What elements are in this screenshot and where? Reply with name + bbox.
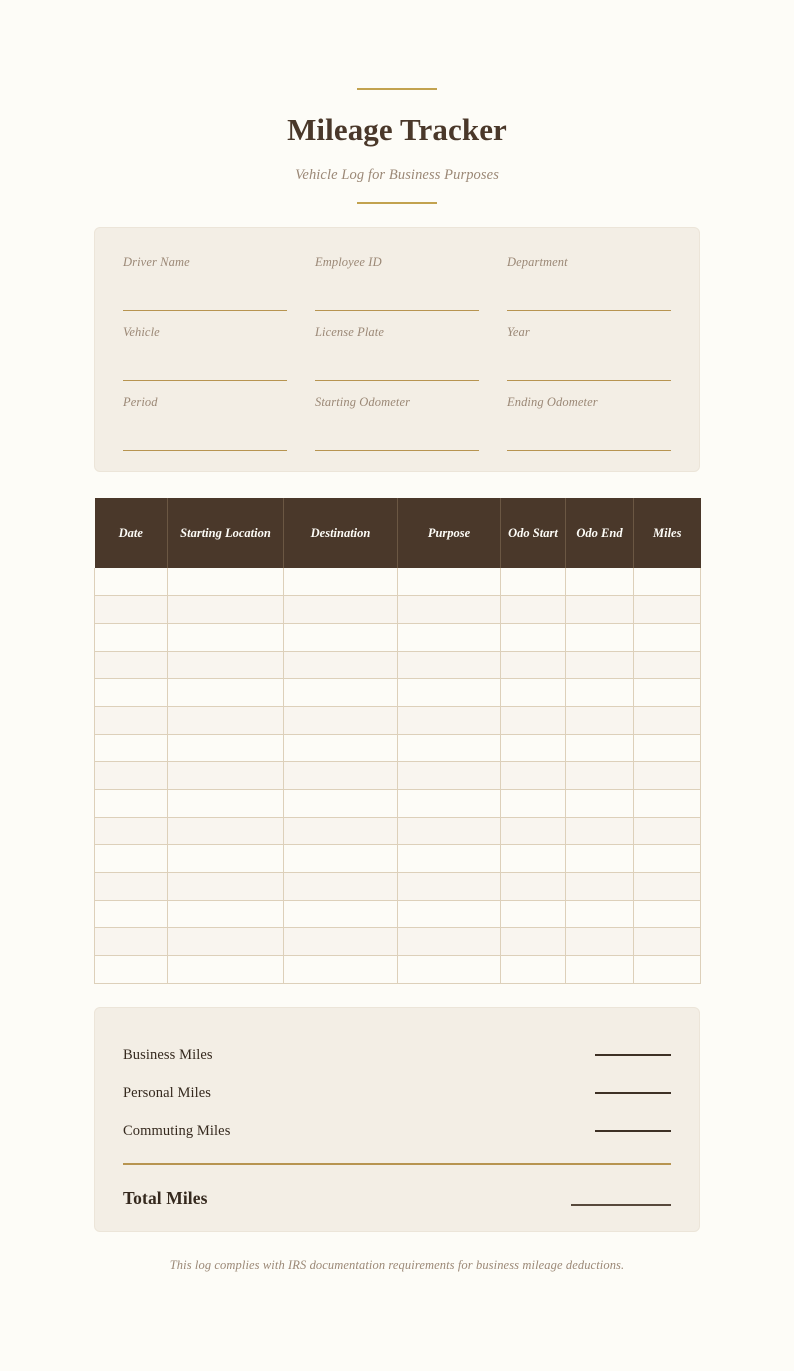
table-cell[interactable] (284, 596, 398, 624)
table-cell[interactable] (566, 817, 634, 845)
summary-divider (123, 1163, 671, 1165)
table-cell[interactable] (501, 817, 566, 845)
table-cell[interactable] (398, 956, 501, 984)
table-cell[interactable] (501, 706, 566, 734)
table-row[interactable] (95, 873, 701, 901)
table-cell[interactable] (284, 956, 398, 984)
summary-label: Business Miles (123, 1046, 213, 1063)
table-cell[interactable] (566, 845, 634, 873)
field-label: Department (507, 255, 568, 269)
table-cell[interactable] (284, 734, 398, 762)
field-department[interactable] (507, 255, 671, 325)
mileage-log-table (94, 498, 701, 984)
table-cell[interactable] (398, 790, 501, 818)
table-cell[interactable] (168, 873, 284, 901)
table-cell[interactable] (566, 568, 634, 596)
field-underline (123, 310, 287, 311)
table-cell[interactable] (168, 956, 284, 984)
table-cell[interactable] (168, 790, 284, 818)
table-cell[interactable] (168, 651, 284, 679)
field-underline (507, 310, 671, 311)
table-cell[interactable] (501, 568, 566, 596)
title-rule-top (357, 88, 437, 90)
table-cell[interactable] (95, 596, 168, 624)
table-cell[interactable] (566, 873, 634, 901)
table-cell[interactable] (634, 845, 701, 873)
compliance-note: This log complies with IRS documentation requirements for business mileage deductions. (169, 1258, 625, 1272)
table-row[interactable] (95, 651, 701, 679)
field-underline (507, 380, 671, 381)
table-row[interactable] (95, 845, 701, 873)
summary-row-total-miles[interactable] (123, 1178, 671, 1218)
table-cell[interactable] (398, 928, 501, 956)
table-row[interactable] (95, 956, 701, 984)
table-cell[interactable] (284, 928, 398, 956)
field-label: Employee ID (315, 255, 382, 269)
summary-label: Personal Miles (123, 1084, 211, 1101)
table-cell[interactable] (95, 568, 168, 596)
summary-row-commuting-miles[interactable] (123, 1112, 671, 1150)
table-row[interactable] (95, 817, 701, 845)
column-header-odo-end: Odo End (566, 498, 634, 568)
table-cell[interactable] (95, 900, 168, 928)
table-cell[interactable] (566, 734, 634, 762)
summary-value-line[interactable] (595, 1054, 671, 1056)
total-miles-label: Total Miles (123, 1187, 208, 1208)
page-subtitle: Vehicle Log for Business Purposes (295, 166, 499, 183)
table-row[interactable] (95, 734, 701, 762)
table-cell[interactable] (501, 790, 566, 818)
summary-value-line[interactable] (595, 1092, 671, 1094)
table-cell[interactable] (566, 928, 634, 956)
table-row[interactable] (95, 790, 701, 818)
table-cell[interactable] (501, 928, 566, 956)
table-cell[interactable] (634, 928, 701, 956)
table-cell[interactable] (284, 651, 398, 679)
table-cell[interactable] (398, 679, 501, 707)
table-cell[interactable] (284, 623, 398, 651)
table-cell[interactable] (95, 873, 168, 901)
field-label: Driver Name (123, 255, 190, 269)
table-cell[interactable] (634, 817, 701, 845)
table-cell[interactable] (95, 928, 168, 956)
table-cell[interactable] (634, 679, 701, 707)
table-cell[interactable] (566, 623, 634, 651)
table-cell[interactable] (634, 790, 701, 818)
table-cell[interactable] (284, 817, 398, 845)
table-cell[interactable] (501, 651, 566, 679)
field-starting-odometer[interactable] (315, 395, 479, 465)
table-cell[interactable] (95, 623, 168, 651)
log-table-header (95, 498, 701, 568)
table-cell[interactable] (566, 679, 634, 707)
table-cell[interactable] (168, 734, 284, 762)
field-underline (315, 380, 479, 381)
title-rule-bottom (357, 202, 437, 204)
table-cell[interactable] (501, 900, 566, 928)
table-row[interactable] (95, 928, 701, 956)
table-cell[interactable] (95, 790, 168, 818)
field-driver-name[interactable] (123, 255, 287, 325)
table-cell[interactable] (566, 706, 634, 734)
table-cell[interactable] (284, 706, 398, 734)
table-cell[interactable] (168, 706, 284, 734)
column-header-odo-start: Odo Start (501, 498, 566, 568)
table-cell[interactable] (634, 900, 701, 928)
table-cell[interactable] (634, 762, 701, 790)
column-header-purpose: Purpose (398, 498, 501, 568)
table-cell[interactable] (284, 762, 398, 790)
table-cell[interactable] (398, 734, 501, 762)
mileage-summary-panel (94, 1007, 700, 1232)
total-miles-value-line[interactable] (571, 1204, 671, 1206)
table-cell[interactable] (566, 651, 634, 679)
table-cell[interactable] (501, 873, 566, 901)
table-cell[interactable] (501, 956, 566, 984)
column-header-destination: Destination (284, 498, 398, 568)
table-cell[interactable] (95, 706, 168, 734)
field-period[interactable] (123, 395, 287, 465)
summary-row-business-miles[interactable] (123, 1036, 671, 1074)
field-label: Vehicle (123, 325, 160, 339)
table-cell[interactable] (501, 762, 566, 790)
table-cell[interactable] (95, 817, 168, 845)
table-cell[interactable] (398, 706, 501, 734)
field-year[interactable] (507, 325, 671, 395)
table-cell[interactable] (95, 762, 168, 790)
table-row[interactable] (95, 679, 701, 707)
field-label: Starting Odometer (315, 395, 411, 409)
table-cell[interactable] (501, 596, 566, 624)
field-underline (315, 310, 479, 311)
table-cell[interactable] (501, 734, 566, 762)
field-label: License Plate (315, 325, 384, 339)
table-row[interactable] (95, 762, 701, 790)
table-cell[interactable] (398, 596, 501, 624)
table-cell[interactable] (634, 568, 701, 596)
table-cell[interactable] (501, 623, 566, 651)
field-underline (315, 450, 479, 451)
table-cell[interactable] (634, 873, 701, 901)
table-cell[interactable] (168, 679, 284, 707)
summary-value-line[interactable] (595, 1130, 671, 1132)
table-row[interactable] (95, 623, 701, 651)
table-cell[interactable] (634, 706, 701, 734)
table-cell[interactable] (398, 817, 501, 845)
table-cell[interactable] (398, 900, 501, 928)
document-header (0, 0, 794, 204)
table-row[interactable] (95, 900, 701, 928)
table-cell[interactable] (398, 568, 501, 596)
log-table-header-row (95, 498, 701, 568)
table-cell[interactable] (566, 956, 634, 984)
field-label: Period (123, 395, 158, 409)
field-vehicle[interactable] (123, 325, 287, 395)
driver-info-grid (123, 255, 671, 465)
field-underline (123, 450, 287, 451)
table-cell[interactable] (284, 873, 398, 901)
table-cell[interactable] (634, 596, 701, 624)
table-cell[interactable] (398, 845, 501, 873)
column-header-date: Date (95, 498, 168, 568)
table-cell[interactable] (95, 734, 168, 762)
field-underline (123, 380, 287, 381)
table-cell[interactable] (398, 651, 501, 679)
table-cell[interactable] (566, 900, 634, 928)
table-cell[interactable] (95, 679, 168, 707)
table-cell[interactable] (634, 956, 701, 984)
table-cell[interactable] (168, 817, 284, 845)
table-row[interactable] (95, 706, 701, 734)
table-cell[interactable] (168, 568, 284, 596)
field-employee-id[interactable] (315, 255, 479, 325)
field-license-plate[interactable] (315, 325, 479, 395)
driver-info-panel (94, 227, 700, 472)
table-cell[interactable] (168, 845, 284, 873)
table-cell[interactable] (168, 900, 284, 928)
table-cell[interactable] (634, 623, 701, 651)
field-underline (507, 450, 671, 451)
table-cell[interactable] (284, 790, 398, 818)
table-cell[interactable] (634, 651, 701, 679)
table-cell[interactable] (501, 679, 566, 707)
table-cell[interactable] (284, 679, 398, 707)
field-label: Year (507, 325, 530, 339)
table-cell[interactable] (398, 623, 501, 651)
table-cell[interactable] (168, 623, 284, 651)
table-cell[interactable] (168, 762, 284, 790)
table-cell[interactable] (501, 845, 566, 873)
table-cell[interactable] (168, 928, 284, 956)
summary-label: Commuting Miles (123, 1122, 231, 1139)
table-cell[interactable] (566, 790, 634, 818)
table-cell[interactable] (566, 596, 634, 624)
page-title: Mileage Tracker (287, 112, 507, 147)
summary-row-personal-miles[interactable] (123, 1074, 671, 1112)
table-cell[interactable] (566, 762, 634, 790)
field-label: Ending Odometer (507, 395, 598, 409)
table-cell[interactable] (284, 568, 398, 596)
table-cell[interactable] (95, 651, 168, 679)
table-cell[interactable] (634, 734, 701, 762)
table-cell[interactable] (398, 762, 501, 790)
log-table-body (95, 568, 701, 983)
field-ending-odometer[interactable] (507, 395, 671, 465)
column-header-miles: Miles (634, 498, 701, 568)
column-header-starting-location: Starting Location (168, 498, 284, 568)
table-cell[interactable] (284, 900, 398, 928)
table-cell[interactable] (95, 956, 168, 984)
table-cell[interactable] (398, 873, 501, 901)
table-cell[interactable] (284, 845, 398, 873)
table-cell[interactable] (95, 845, 168, 873)
table-row[interactable] (95, 568, 701, 596)
table-cell[interactable] (168, 596, 284, 624)
table-row[interactable] (95, 596, 701, 624)
